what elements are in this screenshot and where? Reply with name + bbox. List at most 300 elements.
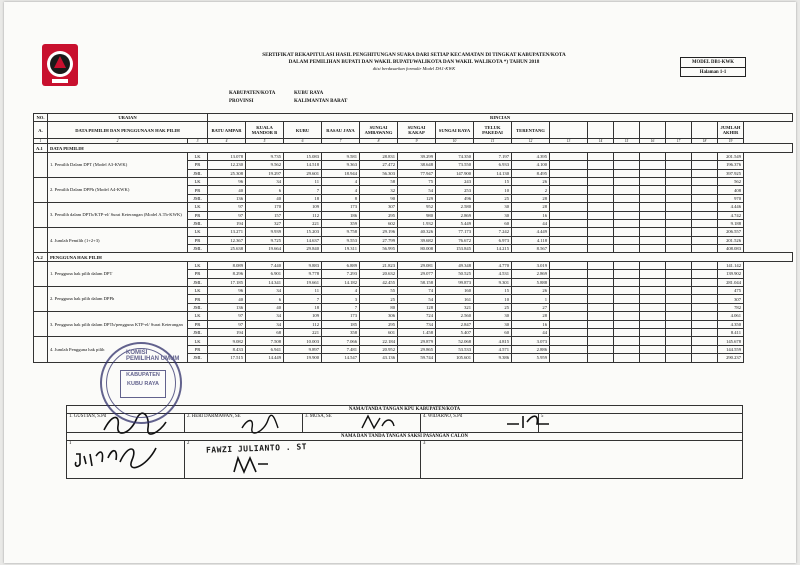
- empty-cell: [550, 337, 588, 345]
- empty-cell: [666, 219, 692, 227]
- value-cell: 6.889: [322, 261, 360, 269]
- value-cell: 17.515: [208, 354, 246, 362]
- empty-cell: [588, 194, 614, 202]
- value-cell: 295: [360, 320, 398, 328]
- region-labels: [229, 90, 275, 106]
- value-cell: 4: [322, 186, 360, 194]
- data-row: [34, 177, 793, 185]
- value-cell: 112: [284, 320, 322, 328]
- gender-cell: LK: [188, 177, 208, 185]
- data-row: [34, 228, 793, 236]
- total-cell: 281.044: [718, 278, 744, 286]
- empty-cell: [614, 270, 640, 278]
- region-values: [294, 90, 347, 106]
- empty-cell: [640, 320, 666, 328]
- empty-cell: [550, 152, 588, 160]
- section-row: [34, 253, 793, 261]
- value-cell: 39.299: [398, 152, 436, 160]
- value-cell: 28: [512, 194, 550, 202]
- value-cell: 602: [360, 219, 398, 227]
- empty-cell: [692, 228, 718, 236]
- value-cell: 20.952: [360, 345, 398, 353]
- signature-saksi-2: [230, 454, 270, 476]
- item-label: 1. Pengguna hak pilih dalam DPT: [48, 261, 188, 286]
- value-cell: 20.632: [360, 270, 398, 278]
- value-cell: 96: [208, 287, 246, 295]
- total-cell: 562: [718, 177, 744, 185]
- stamp-ring-text: KOMISI PEMILIHAN UMUM: [126, 350, 180, 362]
- value-cell: 14.449: [246, 354, 284, 362]
- gender-cell: PR: [188, 295, 208, 303]
- empty-cell: [550, 245, 588, 253]
- value-cell: 8.296: [208, 270, 246, 278]
- stamp-line-2: KABUPATEN: [126, 372, 160, 378]
- value-cell: 253: [436, 186, 474, 194]
- value-cell: 7.481: [322, 345, 360, 353]
- gender-cell: JML: [188, 169, 208, 177]
- empty-cell: [550, 261, 588, 269]
- empty-cell: [588, 295, 614, 303]
- gender-cell: JML: [188, 278, 208, 286]
- empty-cell: [588, 186, 614, 194]
- stamp-line-3: KUBU RAYA: [127, 381, 159, 387]
- empty-cell: [614, 186, 640, 194]
- value-cell: 56.303: [360, 169, 398, 177]
- value-cell: 327: [246, 219, 284, 227]
- value-cell: 28: [512, 312, 550, 320]
- value-cell: 6.973: [474, 236, 512, 244]
- empty-district-header: [692, 122, 718, 139]
- value-cell: 7: [284, 186, 322, 194]
- gender-cell: JML: [188, 303, 208, 311]
- title-line-2: DALAM PEMILIHAN BUPATI DAN WAKIL BUPATI/WALIKOTA DAN WAKIL WALIKOTA *) TAHUN 2018: [288, 59, 540, 65]
- value-cell: 496: [436, 194, 474, 202]
- empty-cell: [614, 328, 640, 336]
- official-stamp: [100, 342, 182, 424]
- value-cell: 307: [360, 203, 398, 211]
- value-cell: 221: [284, 328, 322, 336]
- value-cell: 80.008: [398, 245, 436, 253]
- empty-cell: [550, 219, 588, 227]
- gender-cell: LK: [188, 203, 208, 211]
- blank-cell: [34, 203, 48, 228]
- value-cell: 105.601: [436, 354, 474, 362]
- empty-cell: [692, 194, 718, 202]
- empty-cell: [666, 295, 692, 303]
- signature-kpu-2: [240, 414, 280, 434]
- value-cell: 9.386: [474, 354, 512, 362]
- gender-cell: JML: [188, 354, 208, 362]
- empty-cell: [692, 152, 718, 160]
- value-cell: 321: [436, 303, 474, 311]
- value-cell: 14.130: [474, 169, 512, 177]
- value-cell: 97: [208, 320, 246, 328]
- district-header: SUNGAI KAKAP: [398, 122, 436, 139]
- value-cell: 19.664: [246, 245, 284, 253]
- value-cell: 16: [512, 211, 550, 219]
- value-cell: 9.363: [322, 161, 360, 169]
- empty-cell: [666, 278, 692, 286]
- value-cell: 7.066: [322, 337, 360, 345]
- gender-cell: PR: [188, 236, 208, 244]
- empty-cell: [666, 211, 692, 219]
- empty-cell: [666, 169, 692, 177]
- item-label: 4. Jumlah Pemilih (1+2+3): [48, 228, 188, 253]
- gender-cell: LK: [188, 287, 208, 295]
- empty-cell: [640, 194, 666, 202]
- empty-cell: [666, 161, 692, 169]
- blank-cell: [34, 287, 48, 312]
- value-cell: 56.995: [360, 245, 398, 253]
- kpu-member-4: 4. WIDARNO, S.Pd: [421, 414, 539, 433]
- value-cell: 306: [360, 312, 398, 320]
- empty-cell: [614, 194, 640, 202]
- total-cell: 397.925: [718, 169, 744, 177]
- item-label: 2. Pemilih Dalam DPPh (Model A4-KWK): [48, 177, 188, 202]
- total-cell: 145.678: [718, 337, 744, 345]
- gender-cell: LK: [188, 337, 208, 345]
- empty-cell: [588, 312, 614, 320]
- empty-cell: [614, 295, 640, 303]
- total-cell: 9.188: [718, 219, 744, 227]
- value-cell: 15.203: [284, 228, 322, 236]
- total-cell: 144.559: [718, 345, 744, 353]
- empty-cell: [588, 328, 614, 336]
- value-cell: 14.518: [284, 161, 322, 169]
- stamp-center: [120, 370, 166, 398]
- kab-label: KABUPATEN/KOTA: [229, 91, 276, 96]
- value-cell: 30: [474, 312, 512, 320]
- value-cell: 19.900: [284, 354, 322, 362]
- district-header: KUALA MANDOR B: [246, 122, 284, 139]
- value-cell: 25: [360, 295, 398, 303]
- saksi-2-number: 2: [187, 441, 190, 446]
- value-cell: 29.081: [398, 261, 436, 269]
- value-cell: 26: [512, 287, 550, 295]
- empty-cell: [692, 211, 718, 219]
- value-cell: 170: [246, 203, 284, 211]
- data-row: [34, 152, 793, 160]
- value-cell: 9.939: [246, 228, 284, 236]
- value-cell: 40: [246, 194, 284, 202]
- kpu-signature-header: NAMA/TANDA TANGAN KPU KABUPATEN/KOTA: [67, 406, 743, 414]
- value-cell: 112: [284, 211, 322, 219]
- value-cell: 5.449: [436, 219, 474, 227]
- empty-cell: [692, 186, 718, 194]
- value-cell: 97: [208, 312, 246, 320]
- empty-cell: [692, 295, 718, 303]
- empty-cell: [550, 211, 588, 219]
- value-cell: 724: [398, 312, 436, 320]
- value-cell: 30: [474, 320, 512, 328]
- total-cell: 8.411: [718, 328, 744, 336]
- value-cell: 42.455: [360, 278, 398, 286]
- empty-cell: [666, 354, 692, 362]
- value-cell: 9.082: [208, 337, 246, 345]
- value-cell: 9.735: [246, 152, 284, 160]
- index-cell: 8: [360, 139, 398, 144]
- district-header: TELUK PAKEDAI: [474, 122, 512, 139]
- empty-cell: [666, 328, 692, 336]
- empty-cell: [666, 152, 692, 160]
- value-cell: 18: [284, 303, 322, 311]
- value-cell: 9.897: [284, 345, 322, 353]
- total-cell: 475: [718, 287, 744, 295]
- empty-cell: [640, 312, 666, 320]
- empty-cell: [550, 161, 588, 169]
- gender-cell: JML: [188, 194, 208, 202]
- empty-cell: [614, 278, 640, 286]
- value-cell: 4: [322, 287, 360, 295]
- index-cell: 16: [640, 139, 666, 144]
- empty-cell: [640, 354, 666, 362]
- total-header: JUMLAH AKHIR: [718, 122, 744, 139]
- index-cell: 9: [398, 139, 436, 144]
- signature-saksi-1: [72, 440, 162, 472]
- value-cell: 2.869: [512, 270, 550, 278]
- index-cell: 11: [474, 139, 512, 144]
- value-cell: 153.845: [436, 245, 474, 253]
- empty-cell: [614, 312, 640, 320]
- total-cell: 201.549: [718, 152, 744, 160]
- empty-cell: [666, 245, 692, 253]
- value-cell: 75: [398, 177, 436, 185]
- value-cell: 12.367: [208, 236, 246, 244]
- value-cell: 28: [512, 203, 550, 211]
- value-cell: 734: [398, 320, 436, 328]
- value-cell: 2.580: [436, 203, 474, 211]
- value-cell: 73.550: [436, 161, 474, 169]
- value-cell: 3.019: [512, 261, 550, 269]
- empty-cell: [588, 177, 614, 185]
- empty-cell: [550, 270, 588, 278]
- blank-cell: [34, 312, 48, 337]
- empty-cell: [550, 320, 588, 328]
- empty-cell: [614, 320, 640, 328]
- value-cell: 6.901: [246, 270, 284, 278]
- value-cell: 2.886: [512, 345, 550, 353]
- header-rincian: RINCIAN: [208, 114, 793, 122]
- value-cell: 58.158: [398, 278, 436, 286]
- header-no: NO.: [34, 114, 48, 122]
- value-cell: 50.525: [436, 270, 474, 278]
- empty-cell: [666, 320, 692, 328]
- value-cell: 128: [398, 303, 436, 311]
- value-cell: 29.077: [398, 270, 436, 278]
- empty-cell: [692, 219, 718, 227]
- empty-cell: [550, 312, 588, 320]
- value-cell: 129: [398, 194, 436, 202]
- value-cell: 359: [322, 219, 360, 227]
- value-cell: 74: [398, 287, 436, 295]
- value-cell: 14.341: [246, 278, 284, 286]
- blank-cell: [34, 152, 48, 177]
- value-cell: 1.932: [398, 219, 436, 227]
- total-cell: 4.061: [718, 312, 744, 320]
- empty-cell: [550, 295, 588, 303]
- value-cell: 29.840: [284, 245, 322, 253]
- empty-cell: [588, 287, 614, 295]
- value-cell: 8.567: [512, 245, 550, 253]
- value-cell: 34: [246, 312, 284, 320]
- section-code: A.1: [34, 144, 48, 152]
- empty-cell: [666, 303, 692, 311]
- index-cell: 10: [436, 139, 474, 144]
- total-cell: 141.142: [718, 261, 744, 269]
- empty-cell: [666, 312, 692, 320]
- value-cell: 157: [246, 211, 284, 219]
- value-cell: 186: [322, 211, 360, 219]
- value-cell: 173: [322, 312, 360, 320]
- empty-cell: [692, 303, 718, 311]
- empty-district-header: [588, 122, 614, 139]
- value-cell: 11: [284, 177, 322, 185]
- value-cell: 27.799: [360, 236, 398, 244]
- empty-cell: [614, 303, 640, 311]
- data-row: [34, 312, 793, 320]
- district-header: SUNGAI AMBAWANG: [360, 122, 398, 139]
- empty-cell: [614, 337, 640, 345]
- value-cell: 29.865: [398, 345, 436, 353]
- value-cell: 7: [322, 303, 360, 311]
- empty-cell: [666, 345, 692, 353]
- empty-cell: [640, 278, 666, 286]
- empty-cell: [588, 152, 614, 160]
- empty-cell: [588, 337, 614, 345]
- empty-cell: [666, 186, 692, 194]
- blank-cell: [34, 261, 48, 286]
- value-cell: 96: [208, 177, 246, 185]
- value-cell: 4.100: [512, 161, 550, 169]
- total-cell: 206.557: [718, 228, 744, 236]
- value-cell: 9.553: [322, 236, 360, 244]
- empty-cell: [640, 186, 666, 194]
- empty-cell: [640, 261, 666, 269]
- value-cell: 80: [360, 303, 398, 311]
- index-cell: 1: [34, 139, 48, 144]
- empty-cell: [614, 161, 640, 169]
- index-cell: 5: [246, 139, 284, 144]
- total-cell: 408.083: [718, 245, 744, 253]
- empty-cell: [614, 169, 640, 177]
- value-cell: 68: [246, 328, 284, 336]
- section-title: PENGGUNA HAK PILIH: [48, 253, 793, 261]
- empty-cell: [692, 312, 718, 320]
- section-code: A.2: [34, 253, 48, 261]
- value-cell: 25.308: [208, 169, 246, 177]
- document-subtitle: diisi berdasarkan formulir Model DA1-KWK: [372, 66, 456, 71]
- value-cell: 2.869: [436, 211, 474, 219]
- value-cell: 14.182: [322, 278, 360, 286]
- empty-cell: [614, 211, 640, 219]
- gender-cell: LK: [188, 152, 208, 160]
- empty-cell: [614, 203, 640, 211]
- value-cell: 14.547: [322, 354, 360, 362]
- value-cell: 54: [398, 295, 436, 303]
- kpu-member-1: 1. GUSTIAN, S.Pd: [67, 414, 185, 433]
- empty-cell: [692, 354, 718, 362]
- value-cell: 77.947: [398, 169, 436, 177]
- index-cell: 14: [588, 139, 614, 144]
- value-cell: 29.196: [360, 228, 398, 236]
- value-cell: 40: [246, 303, 284, 311]
- index-cell: 15: [614, 139, 640, 144]
- value-cell: 18: [284, 194, 322, 202]
- empty-cell: [692, 287, 718, 295]
- value-cell: 4.571: [474, 345, 512, 353]
- saksi-signature-header: NAMA DAN TANDA TANGAN SAKSI PASANGAN CALON: [67, 433, 743, 441]
- title-line-1: SERTIFIKAT REKAPITULASI HASIL PENGHITUNGAN SUARA DARI SETIAP KECAMATAN DI TINGKAT KABUPATEN/KOTA: [262, 52, 566, 58]
- value-cell: 29.879: [398, 337, 436, 345]
- prov-label: PROVINSI: [229, 99, 254, 104]
- value-cell: 97: [208, 211, 246, 219]
- value-cell: 25: [474, 303, 512, 311]
- value-cell: 77.173: [436, 228, 474, 236]
- gender-cell: PR: [188, 270, 208, 278]
- value-cell: 76.672: [436, 236, 474, 244]
- empty-cell: [588, 169, 614, 177]
- empty-cell: [640, 228, 666, 236]
- value-cell: 18.944: [322, 169, 360, 177]
- empty-cell: [588, 211, 614, 219]
- value-cell: 173: [322, 203, 360, 211]
- value-cell: 55: [360, 287, 398, 295]
- value-cell: 9.562: [246, 161, 284, 169]
- empty-cell: [588, 278, 614, 286]
- value-cell: 25: [474, 194, 512, 202]
- total-cell: 782: [718, 303, 744, 311]
- value-cell: 7.197: [474, 152, 512, 160]
- value-cell: 15: [474, 287, 512, 295]
- value-cell: 44: [512, 328, 550, 336]
- empty-cell: [550, 169, 588, 177]
- blank-cell: [34, 228, 48, 253]
- value-cell: 7: [284, 295, 322, 303]
- value-cell: 9.758: [322, 228, 360, 236]
- value-cell: 14.215: [474, 245, 512, 253]
- value-cell: 19.311: [322, 245, 360, 253]
- value-cell: 10.003: [284, 337, 322, 345]
- empty-cell: [640, 287, 666, 295]
- empty-cell: [588, 354, 614, 362]
- value-cell: 15: [474, 177, 512, 185]
- value-cell: 109: [284, 312, 322, 320]
- empty-cell: [588, 219, 614, 227]
- value-cell: 25.638: [208, 245, 246, 253]
- section-title: DATA PEMILIH: [48, 144, 793, 152]
- index-cell: 2: [48, 139, 188, 144]
- total-cell: 970: [718, 194, 744, 202]
- empty-cell: [550, 194, 588, 202]
- index-cell: 19: [718, 139, 744, 144]
- empty-district-header: [550, 122, 588, 139]
- empty-cell: [640, 203, 666, 211]
- empty-cell: [588, 161, 614, 169]
- value-cell: 11: [284, 287, 322, 295]
- kab-value: KUBU RAYA: [294, 91, 324, 96]
- value-cell: 5.959: [512, 354, 550, 362]
- value-cell: 28.831: [360, 152, 398, 160]
- total-cell: 408: [718, 186, 744, 194]
- empty-cell: [614, 152, 640, 160]
- empty-cell: [588, 270, 614, 278]
- value-cell: 9.778: [284, 270, 322, 278]
- value-cell: 53.533: [436, 345, 474, 353]
- empty-cell: [640, 169, 666, 177]
- value-cell: 6.941: [246, 345, 284, 353]
- empty-cell: [692, 177, 718, 185]
- value-cell: 4.815: [474, 337, 512, 345]
